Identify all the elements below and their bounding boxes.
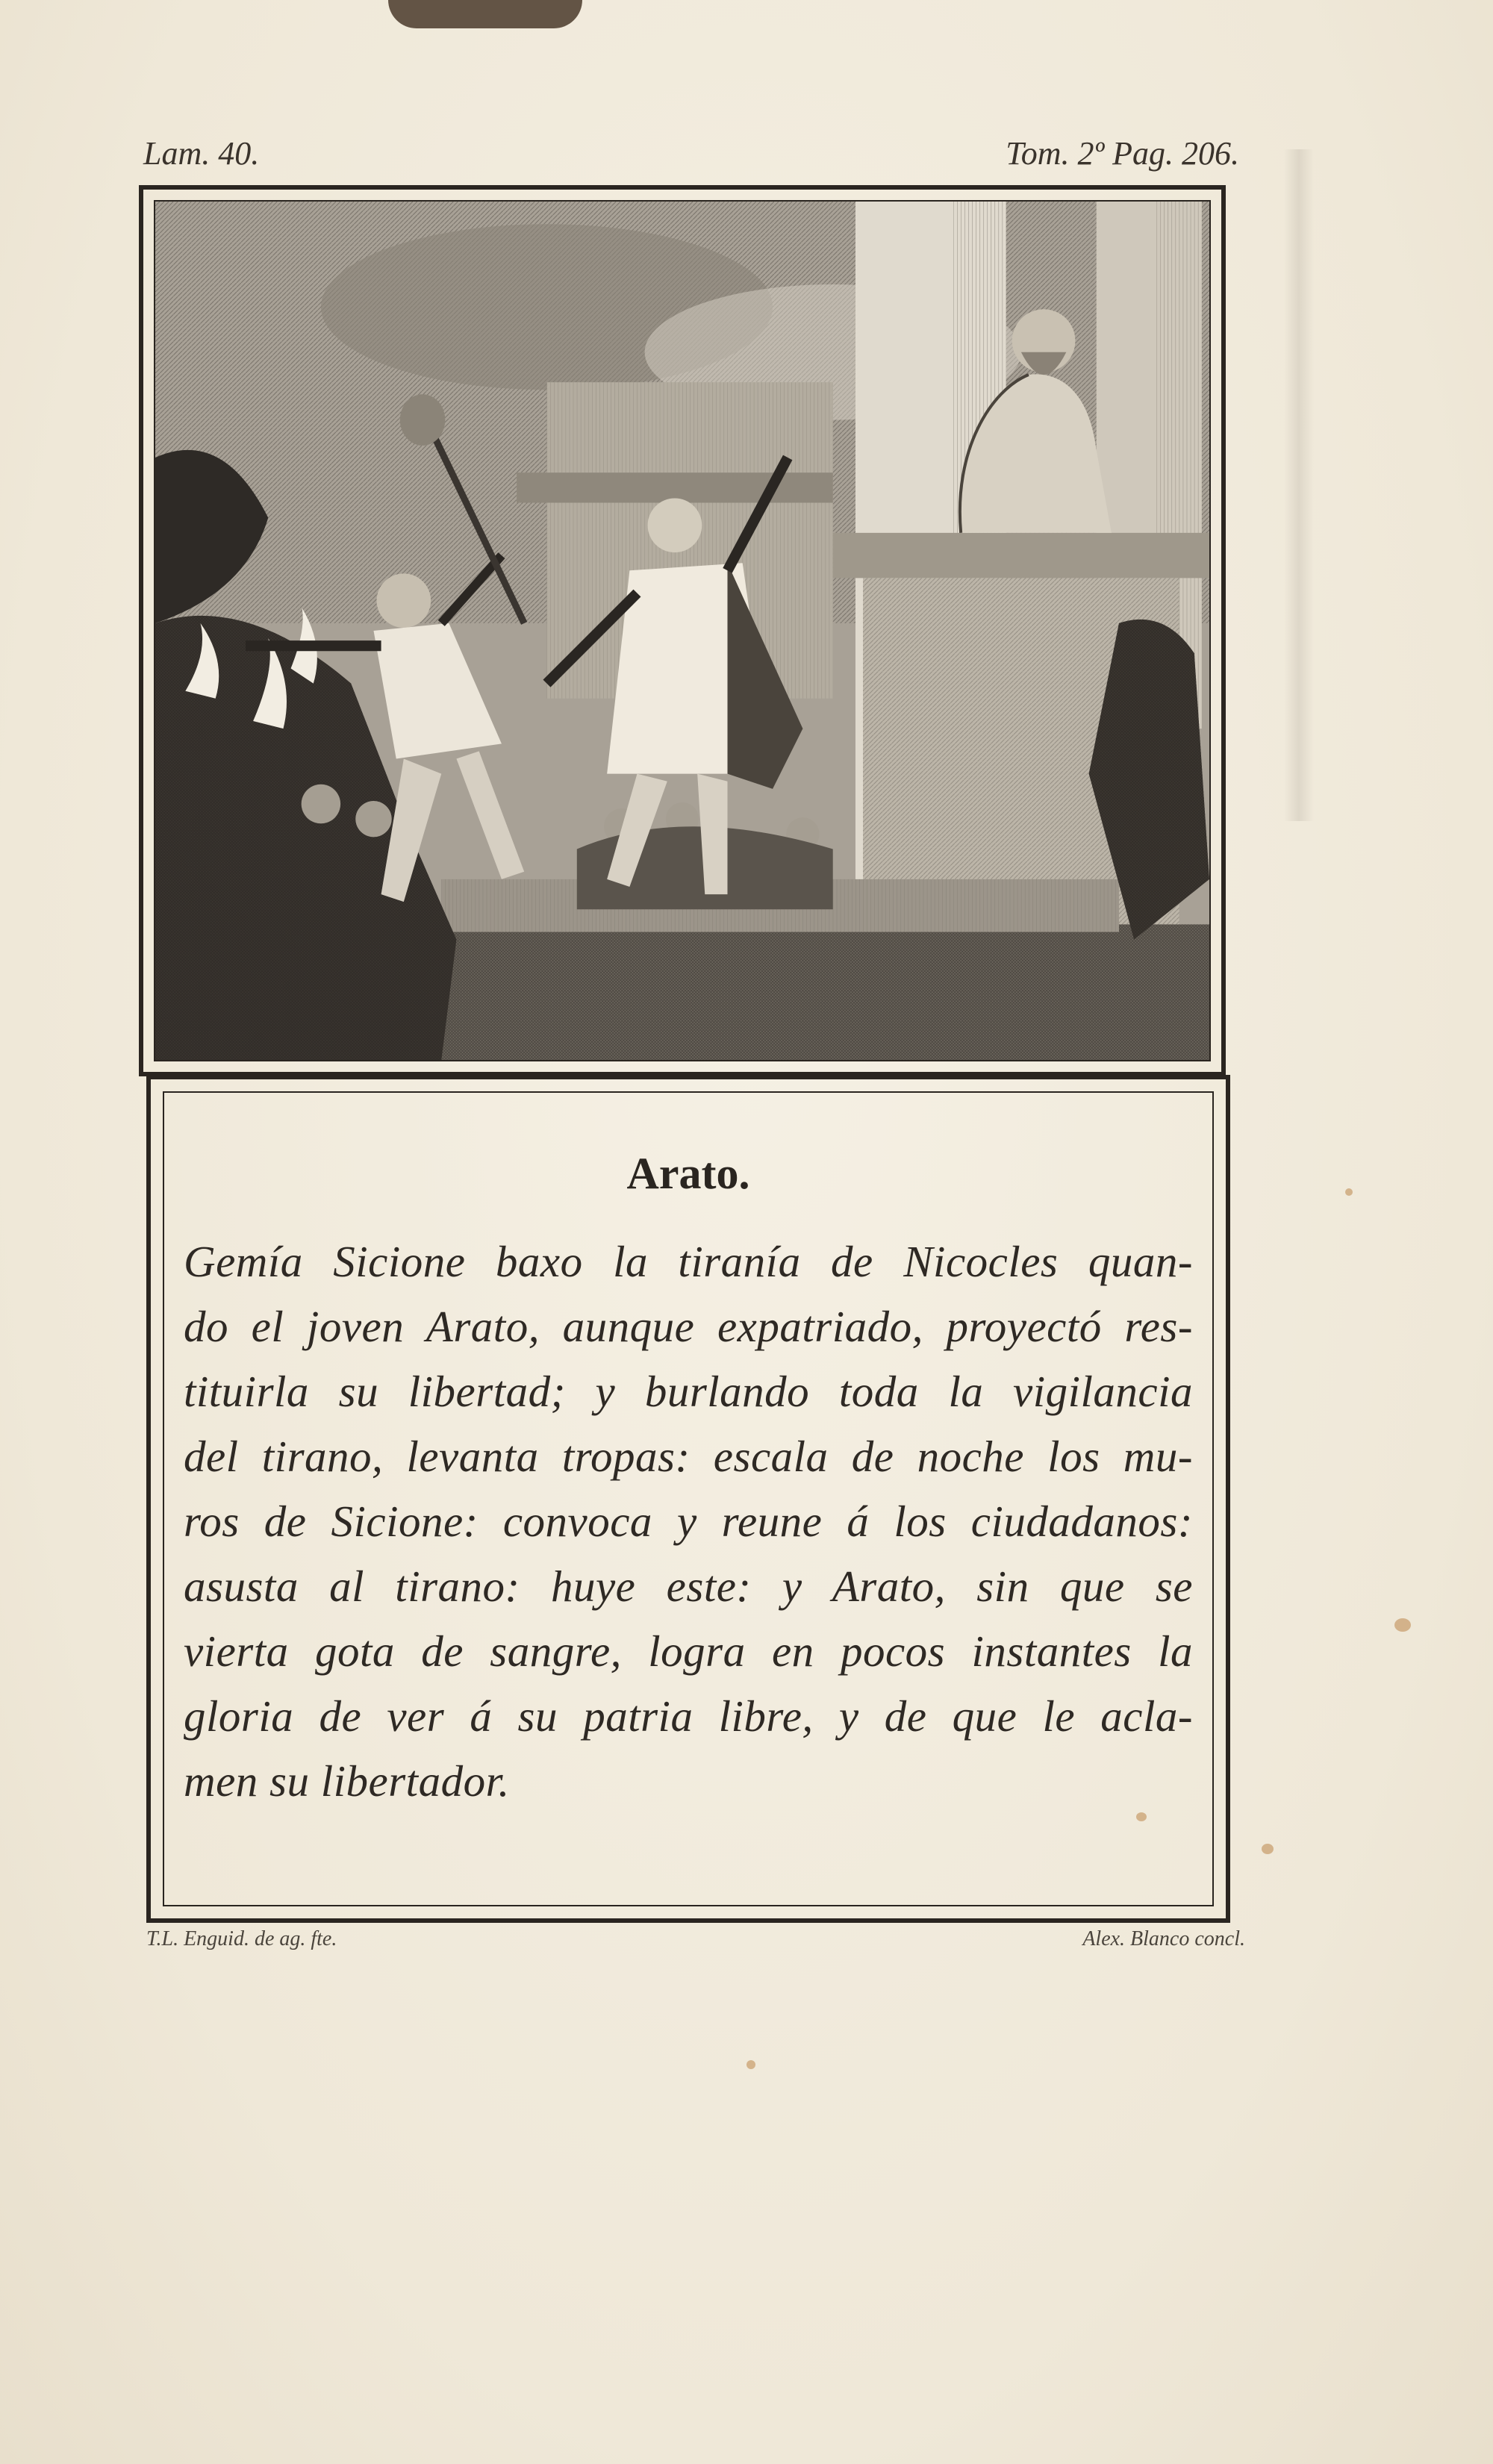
engraver-credit: T.L. Enguid. de ag. fte. xyxy=(146,1927,337,1950)
engraving-frame xyxy=(139,185,1226,1076)
paper-stain xyxy=(388,0,582,28)
caption-line: asusta al tirano: huye este: y Arato, sin que se xyxy=(184,1562,1193,1611)
engraving-illustration xyxy=(154,200,1211,1061)
finisher-credit: Alex. Blanco concl. xyxy=(1082,1927,1245,1950)
caption-line: tituirla su libertad; y burlando toda la vigilancia xyxy=(184,1367,1193,1416)
volume-page-reference: Tom. 2º Pag. 206. xyxy=(1006,135,1239,172)
caption-line: del tirano, levanta tropas: escala de noche los mu- xyxy=(184,1432,1193,1481)
caption-title: Arato. xyxy=(626,1149,750,1198)
caption-line: vierta gota de sangre, logra en pocos instantes la xyxy=(184,1626,1193,1676)
caption-panel xyxy=(163,1091,1214,1906)
foxing-spot xyxy=(1394,1618,1411,1632)
foxing-spot xyxy=(746,2060,755,2069)
caption-text xyxy=(184,1229,1193,1814)
paper-fold-shadow xyxy=(1284,149,1314,821)
foxing-spot xyxy=(1345,1188,1353,1196)
caption-line: ros de Sicione: convoca y reune á los ciudadanos: xyxy=(184,1497,1193,1546)
plate-number: Lam. 40. xyxy=(143,135,260,172)
caption-line: men su libertador. xyxy=(184,1756,510,1806)
caption-line: do el joven Arato, aunque expatriado, proyectó res- xyxy=(184,1302,1193,1351)
caption-frame xyxy=(146,1075,1230,1923)
foxing-spot xyxy=(1262,1844,1274,1854)
caption-line: gloria de ver á su patria libre, y de que le acla- xyxy=(184,1691,1193,1741)
engraving-arato-scene-icon xyxy=(155,202,1209,1060)
caption-line: Gemía Sicione baxo la tiranía de Nicocles quan- xyxy=(184,1237,1193,1286)
